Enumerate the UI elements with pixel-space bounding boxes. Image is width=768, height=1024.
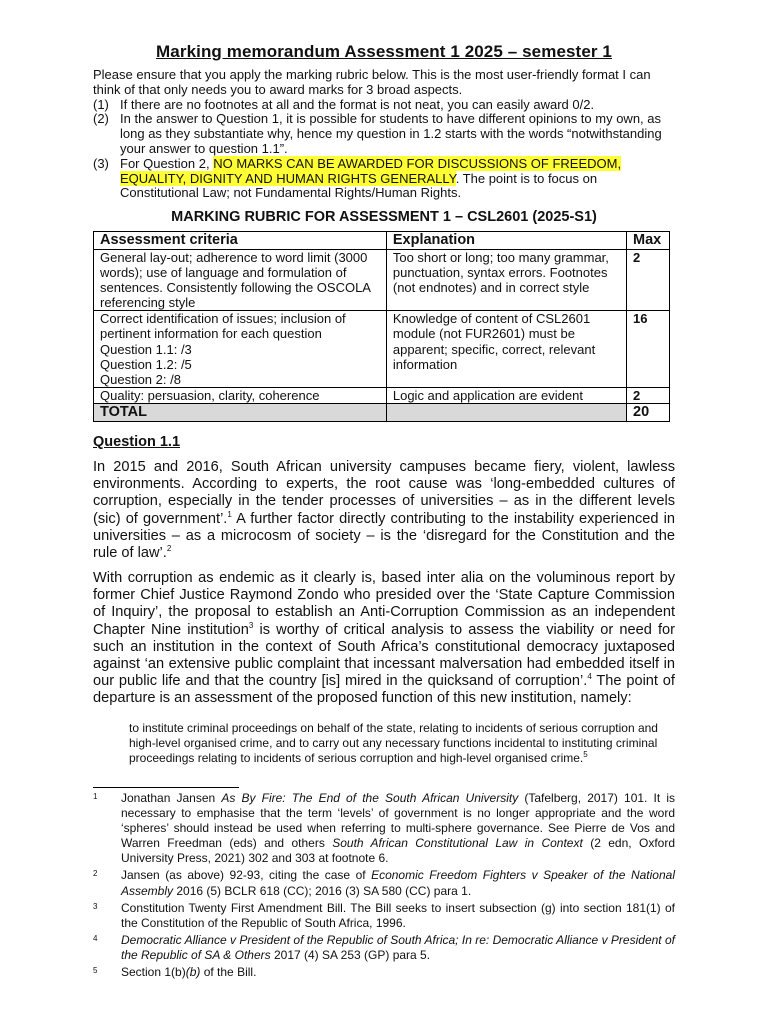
footnotes-section (93, 791, 675, 982)
paragraph-text: is worthy of critical analysis to assess the viability or need for such an institution in the context of South Africa’s constitutional democracy juxtaposed against ‘an extensive public complaint that incessant malversation had embedded itself in our public life and that the country [is] mired in the quicksand of corruption’. (93, 621, 675, 690)
footnote-ref[interactable]: 1 (227, 509, 232, 519)
criteria-line: Question 2: /8 (100, 371, 181, 387)
item-text: If there are no footnotes at all and the format is not neat, you can easily award 0/2. (120, 96, 595, 112)
footnote-separator (93, 787, 239, 788)
quote-text: to institute criminal proceedings on behalf of the state, relating to incidents of serious corruption and high-level organised crime, and to carry out any necessary functions incidental to instituting criminal proceedings relating to incidents of serious corruption and high-level organised crime. (129, 721, 658, 766)
highlighted-warning: NO MARKS CAN BE AWARDED FOR DISCUSSIONS OF FREEDOM, EQUALITY, DIGNITY AND HUMAN RIGHTS GENERALLY (120, 155, 622, 186)
max-cell: 16 (627, 311, 670, 387)
total-blank-cell (386, 403, 626, 421)
intro-section (93, 68, 678, 201)
footnote-number: 4 (93, 933, 98, 943)
footnote-text: Constitution Twenty First Amendment Bill. The Bill seeks to insert subsection (g) into section 181(1) of the Constitution of the Republic of South Africa, 1996. (121, 900, 675, 930)
criteria-cell: Quality: persuasion, clarity, coherence (94, 387, 387, 403)
marking-rubric-table (93, 231, 670, 422)
criteria-line: Question 1.1: /3 (100, 341, 192, 357)
max-cell: 2 (627, 250, 670, 311)
item-number: (2) (93, 111, 109, 127)
intro-lead: Please ensure that you apply the marking rubric below. This is the most user-friendly format I can think of that only needs you to award marks for 3 broad aspects. (93, 67, 651, 97)
paragraph-text: A further factor directly contributing to the instability experienced in universities – as a microcosm of society – is the ‘disregard for the Constitution and the rule of law’. (93, 510, 676, 562)
footnote-ref[interactable]: 3 (248, 620, 254, 630)
footnote-text: Jonathan Jansen As By Fire: The End of the South African University (Tafelberg, 2017) 101. It is necessary to emphasise that the term ‘levels’ of government is no longer appropriate and the word ‘spheres’ should instead be used when referring to multi-sphere governance. See Pierre de Vos and Warren Freedman (eds) and others South African Constitutional Law in Context (2 edn, Oxford University Press, 2021) 302 and 303 at footnote 6. (121, 791, 675, 866)
footnote-number: 3 (93, 901, 98, 911)
intro-item (93, 157, 678, 201)
footnote-number: 2 (93, 869, 98, 879)
criteria-line: Question 1.2: /5 (100, 356, 192, 372)
total-row (94, 403, 670, 421)
criteria-cell (94, 311, 387, 387)
item-number: (3) (93, 155, 109, 171)
paragraph-text: With corruption as endemic as it clearly is, based inter alia on the voluminous report by former Chief Justice Raymond Zondo who presided over the ‘State Capture Commission of Inquiry’, the proposal to establish an Anti-Corruption Commission as an independent Chapter Nine institution (93, 570, 675, 638)
paragraph-1 (93, 459, 675, 562)
footnote-item (93, 791, 675, 866)
item-text: In the answer to Question 1, it is possible for students to have different opinions to my own, as long as they substantiate why, hence my question in 1.2 starts with the words “notwithstanding your answer to question 1.1”. (120, 111, 662, 156)
table-header-row (94, 232, 670, 250)
paragraph-text: The point of departure is an assessment of the proposed function of this new institution, namely: (93, 673, 675, 707)
item-text-post: . The point is to focus on Constitutional Law; not Fundamental Rights/Human Rights. (120, 170, 598, 201)
footnote-item (93, 933, 675, 963)
footnote-number: 5 (93, 966, 98, 976)
question-heading: Question 1.1 (93, 434, 181, 450)
footnote-ref[interactable]: 5 (583, 750, 588, 760)
footnote-item (93, 965, 675, 980)
item-number: (1) (93, 96, 109, 112)
table-row (94, 387, 670, 403)
column-header-max: Max (627, 232, 670, 250)
table-row (94, 311, 670, 387)
intro-item (93, 98, 678, 113)
column-header-explanation: Explanation (386, 232, 626, 250)
max-cell: 2 (627, 387, 670, 403)
criteria-cell: General lay-out; adherence to word limit (3000 words); use of language and formulation of sentences. Consistently following the OSCOLA referencing style (94, 250, 387, 311)
intro-item (93, 112, 678, 156)
footnote-ref[interactable]: 4 (587, 672, 592, 682)
criteria-line: Correct identification of issues; inclusion of pertinent information for each question (100, 311, 346, 342)
footnote-item (93, 868, 675, 898)
table-row (94, 250, 670, 311)
item-text-pre: For Question 2, (120, 155, 214, 171)
footnote-text: Democratic Alliance v President of the Republic of South Africa; In re: Democratic Alliance v President of the Republic of SA & Others 2017 (4) SA 253 (GP) para 5. (121, 932, 675, 962)
explanation-cell: Knowledge of content of CSL2601 module (not FUR2601) must be apparent; specific, correct, relevant information (386, 311, 626, 387)
block-quote (129, 721, 675, 767)
footnote-ref[interactable]: 2 (166, 544, 172, 554)
paragraph-text: In 2015 and 2016, South African university campuses became fiery, violent, lawless environments. According to experts, the root cause was ‘long-embedded cultures of corruption, especially in the tender processes of universities – as in the different levels (sic) of government’. (93, 459, 675, 527)
footnote-text: Section 1(b)(b) of the Bill. (121, 965, 257, 980)
total-max: 20 (627, 403, 670, 421)
footnote-item (93, 901, 675, 931)
column-header-criteria: Assessment criteria (94, 232, 387, 250)
footnote-number: 1 (93, 792, 98, 801)
page-title: Marking memorandum Assessment 1 2025 – semester 1 (156, 42, 612, 61)
footnote-text: Jansen (as above) 92-93, citing the case of Economic Freedom Fighters v Speaker of the National Assembly 2016 (5) BCLR 618 (CC); 2016 (3) SA 580 (CC) para 1. (121, 868, 675, 898)
paragraph-2 (93, 570, 675, 708)
explanation-cell: Logic and application are evident (386, 387, 626, 403)
total-label: TOTAL (94, 403, 387, 421)
explanation-cell: Too short or long; too many grammar, punctuation, syntax errors. Footnotes (not endnotes) and in correct style (386, 250, 626, 311)
rubric-title: MARKING RUBRIC FOR ASSESSMENT 1 – CSL2601 (2025-S1) (171, 209, 597, 225)
